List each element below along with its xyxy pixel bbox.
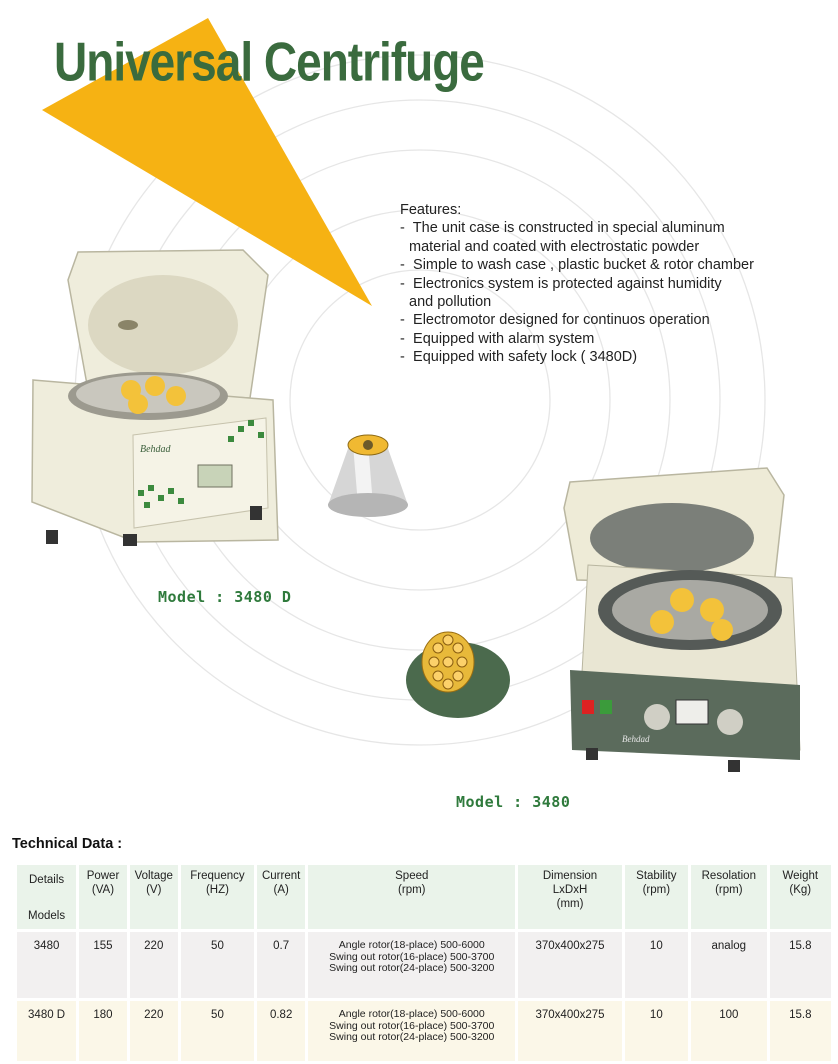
table-header-row	[17, 865, 831, 929]
cell-stability: 10	[625, 932, 688, 998]
cell-dimension: 370x400x275	[518, 1001, 621, 1061]
col-header-resolation: Resolation (rpm)	[691, 865, 767, 929]
cell-voltage: 220	[130, 1001, 178, 1061]
col-header-dimension: Dimension LxDxH (mm)	[518, 865, 621, 929]
centrifuge-3480-image	[552, 460, 812, 775]
table-row	[17, 1001, 831, 1061]
features-heading: Features:	[400, 202, 462, 218]
swing-out-rotor-image	[400, 612, 520, 722]
page-title: Universal Centrifuge	[54, 31, 484, 93]
features-list	[400, 219, 754, 366]
col-header-weight: Weight (Kg)	[770, 865, 831, 929]
cell-speed: Angle rotor(18-place) 500-6000 Swing out rotor(16-place) 500-3700 Swing out rotor(24-place) 500-3200	[308, 932, 515, 998]
cell-voltage: 220	[130, 932, 178, 998]
cell-dimension: 370x400x275	[518, 932, 621, 998]
features-section	[400, 201, 754, 367]
feature-item: - Electromotor designed for continuos operation	[400, 312, 710, 329]
cell-power: 155	[79, 932, 127, 998]
brand-logo: Behdad	[622, 734, 650, 744]
technical-data-table	[14, 862, 834, 1064]
col-header-frequency: Frequency (HZ)	[181, 865, 255, 929]
cell-speed: Angle rotor(18-place) 500-6000 Swing out rotor(16-place) 500-3700 Swing out rotor(24-place) 500-3200	[308, 1001, 515, 1061]
col-header-speed: Speed (rpm)	[308, 865, 515, 929]
cell-frequency: 50	[181, 1001, 255, 1061]
col-header-details: Details Models	[17, 865, 76, 929]
cell-resolation: analog	[691, 932, 767, 998]
cell-current: 0.82	[257, 1001, 305, 1061]
feature-item: - Electronics system is protected against humidity and pollution	[400, 275, 722, 311]
table-row	[17, 932, 831, 998]
feature-item: - Simple to wash case , plastic bucket & rotor chamber	[400, 257, 754, 274]
angle-rotor-image	[318, 425, 418, 525]
model-3480-label: Model : 3480	[456, 793, 571, 811]
cell-weight: 15.8	[770, 1001, 831, 1061]
cell-stability: 10	[625, 1001, 688, 1061]
cell-model: 3480	[17, 932, 76, 998]
col-header-voltage: Voltage (V)	[130, 865, 178, 929]
technical-data-title: Technical Data :	[12, 836, 123, 852]
cell-resolation: 100	[691, 1001, 767, 1061]
cell-power: 180	[79, 1001, 127, 1061]
cell-weight: 15.8	[770, 932, 831, 998]
feature-item: - Equipped with safety lock ( 3480D)	[400, 349, 638, 366]
model-3480d-label: Model : 3480 D	[158, 588, 292, 606]
cell-model: 3480 D	[17, 1001, 76, 1061]
col-header-current: Current (A)	[257, 865, 305, 929]
centrifuge-3480d-image	[28, 240, 288, 550]
cell-frequency: 50	[181, 932, 255, 998]
brand-logo: Behdad	[140, 444, 171, 455]
feature-item: - The unit case is constructed in special aluminum material and coated with electrostatic powder	[400, 220, 725, 255]
col-header-power: Power (VA)	[79, 865, 127, 929]
cell-current: 0.7	[257, 932, 305, 998]
col-header-stability: Stability (rpm)	[625, 865, 688, 929]
feature-item: - Equipped with alarm system	[400, 330, 595, 347]
